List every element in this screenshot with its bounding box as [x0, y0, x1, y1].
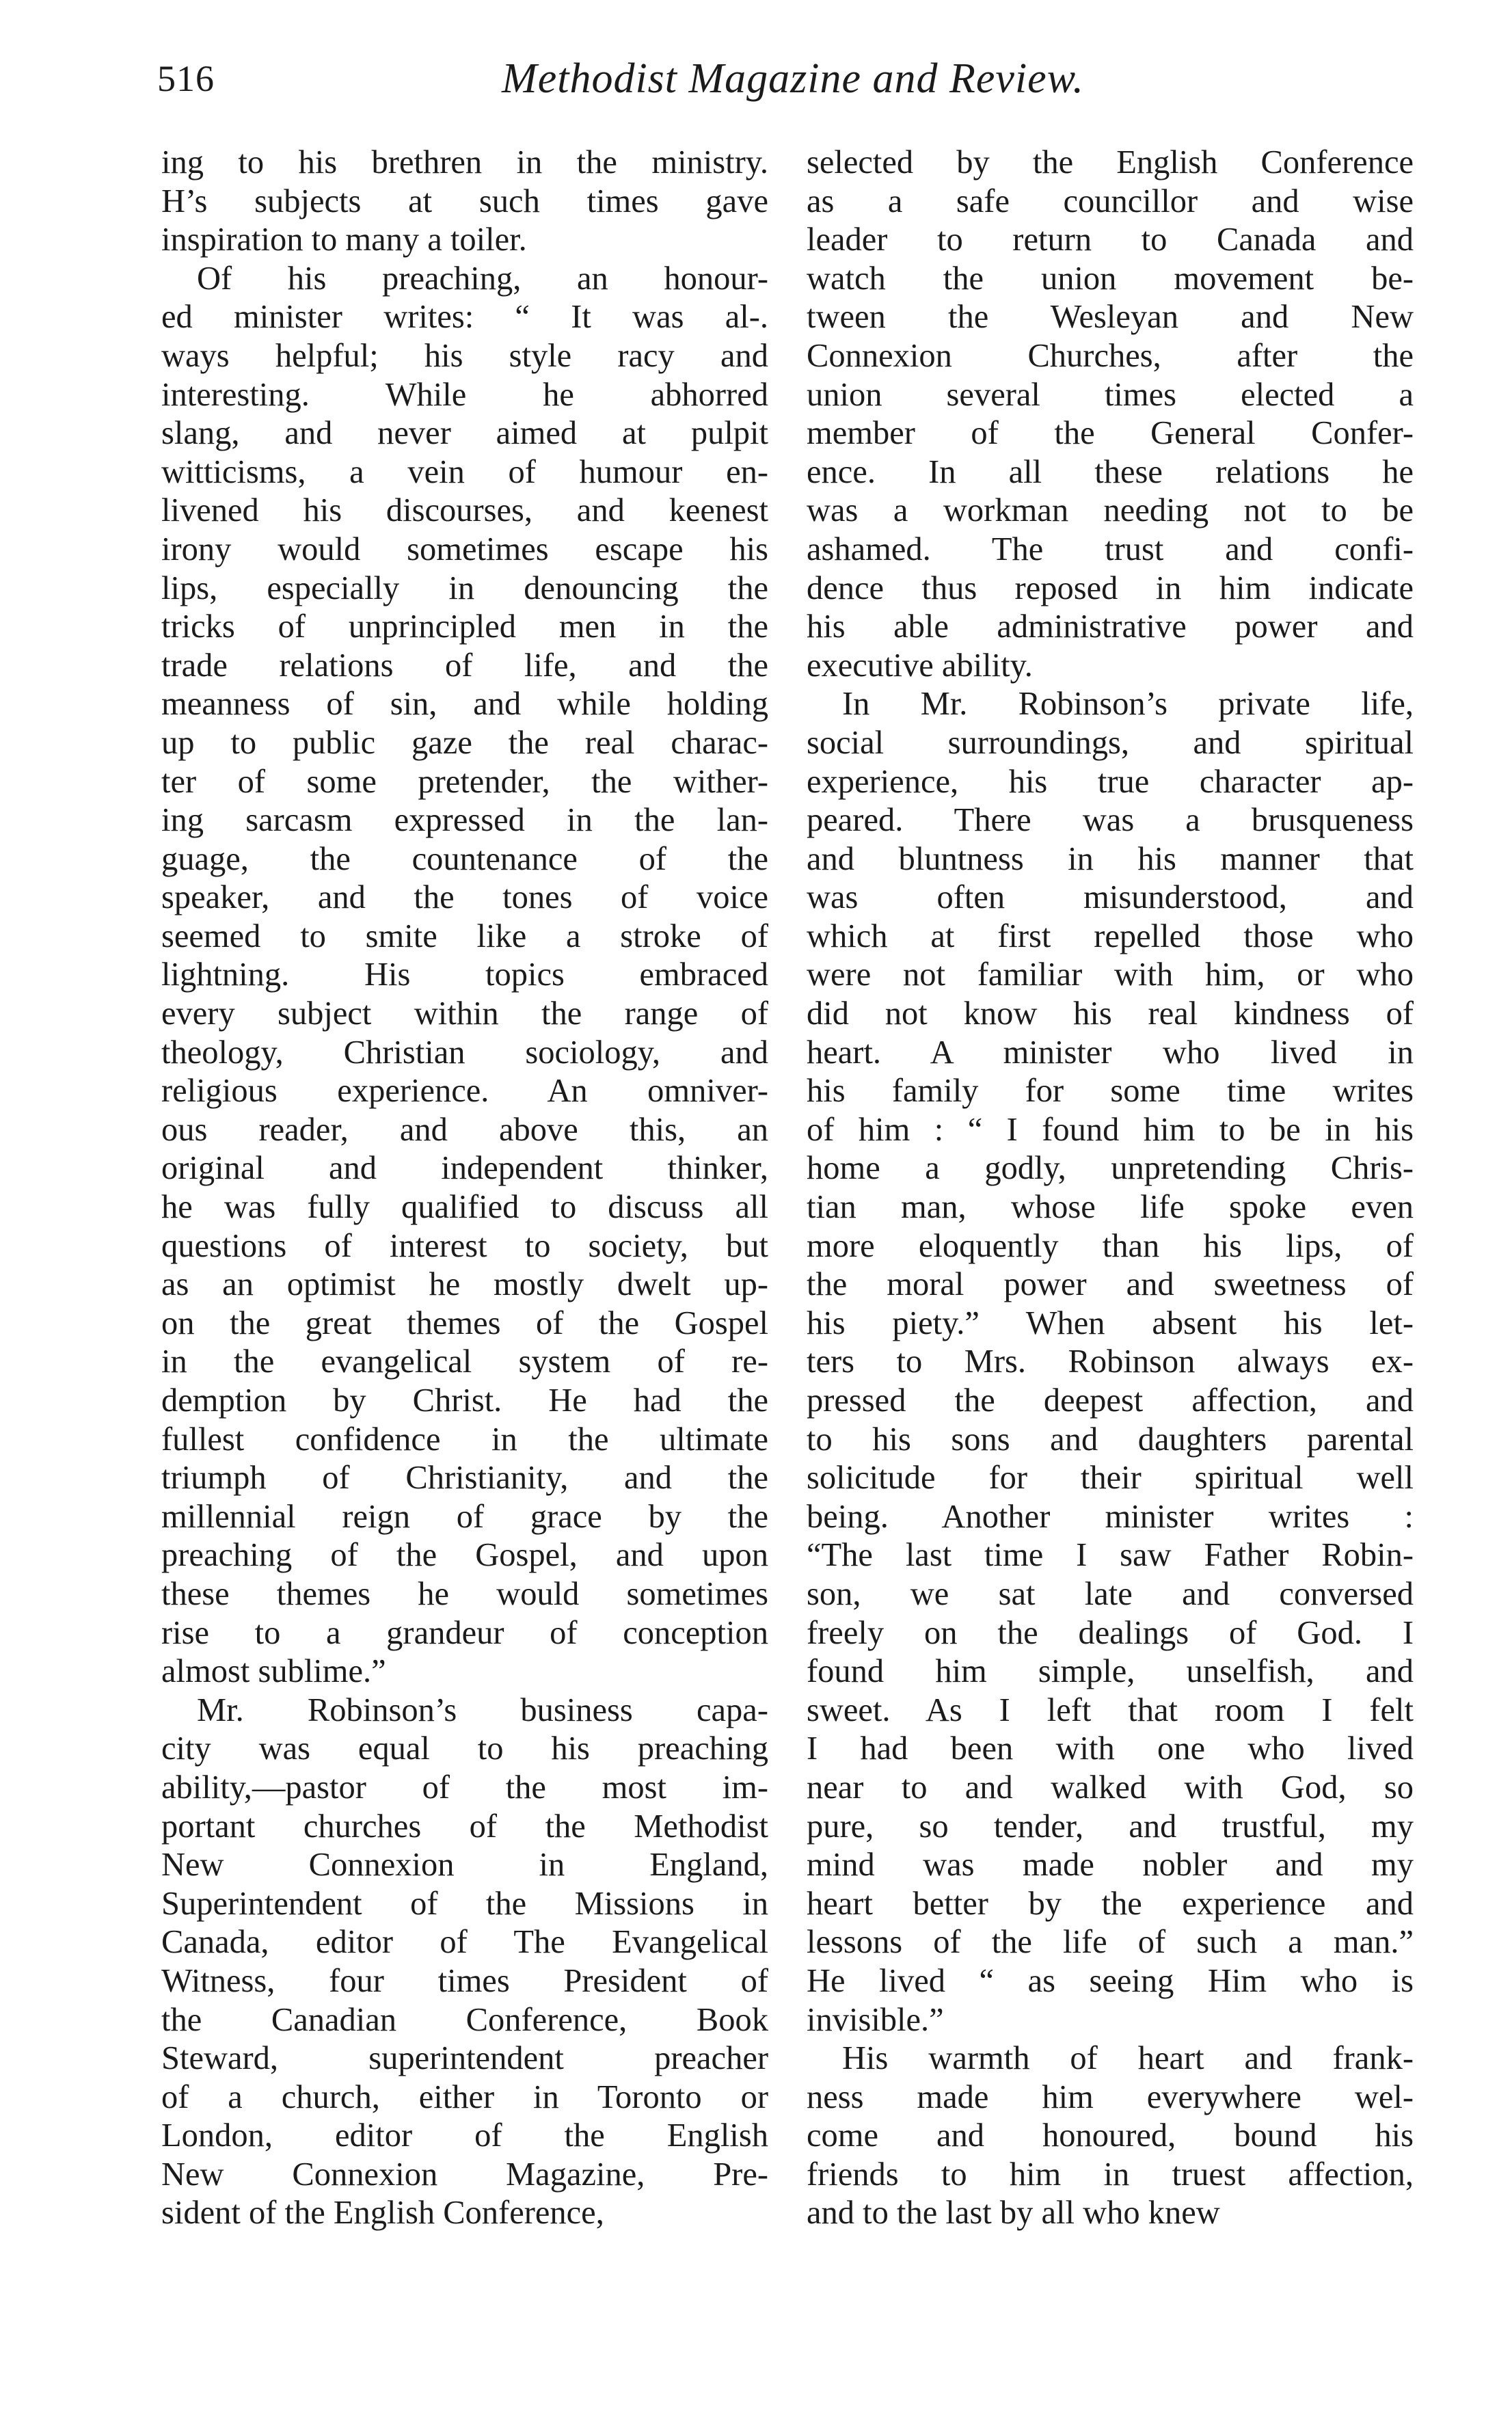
text-line: city was equal to his preaching [161, 1730, 768, 1767]
text-line: and to the last by all who knew [807, 2195, 1220, 2232]
text-line: speaker, and the tones of voice [161, 879, 768, 916]
text-line: and bluntness in his manner that [807, 840, 1414, 877]
text-line: ways helpful; his style racy and [161, 337, 768, 374]
text-line: selected by the English Conference [807, 144, 1414, 180]
text-line: being. Another minister writes : [807, 1498, 1414, 1535]
text-line: slang, and never aimed at pulpit [161, 415, 768, 452]
text-line: of a church, either in Toronto or [161, 2078, 768, 2115]
text-line: did not know his real kindness of [807, 995, 1414, 1032]
text-line: ous reader, and above this, an [161, 1111, 768, 1148]
text-line: son, we sat late and conversed [807, 1575, 1414, 1612]
text-line: union several times elected a [807, 376, 1414, 413]
text-line: meanness of sin, and while holding [161, 686, 768, 723]
text-line: as an optimist he mostly dwelt up- [161, 1266, 768, 1303]
text-line: fullest confidence in the ultimate [161, 1421, 768, 1458]
text-line: “The last time I saw Father Robin- [807, 1537, 1414, 1574]
text-line: heart better by the experience and [807, 1885, 1414, 1922]
text-line: London, editor of the English [161, 2117, 768, 2154]
right-text-column [807, 144, 1414, 2304]
text-line: freely on the dealings of God. I [807, 1614, 1414, 1651]
text-line: In Mr. Robinson’s private life, [842, 686, 1414, 723]
text-line: every subject within the range of [161, 995, 768, 1032]
text-line: sident of the English Conference, [161, 2195, 604, 2232]
text-line: ed minister writes: “ It was al-. [161, 299, 768, 336]
text-line: witticisms, a vein of humour en- [161, 453, 768, 490]
text-line: lips, especially in denouncing the [161, 570, 768, 606]
text-line: I had been with one who lived [807, 1730, 1414, 1767]
text-line: these themes he would sometimes [161, 1575, 768, 1612]
text-line: ter of some pretender, the wither- [161, 763, 768, 800]
text-line: ashamed. The trust and confi- [807, 531, 1414, 567]
text-line: seemed to smite like a stroke of [161, 918, 768, 954]
text-line: found him simple, unselfish, and [807, 1653, 1414, 1690]
text-line: Witness, four times President of [161, 1962, 768, 1999]
text-line: social surroundings, and spiritual [807, 724, 1414, 761]
text-line: was often misunderstood, and [807, 879, 1414, 916]
text-line: executive ability. [807, 647, 1033, 684]
text-line: lessons of the life of such a man.” [807, 1924, 1414, 1961]
text-line: his piety.” When absent his let- [807, 1304, 1414, 1341]
text-line: to his sons and daughters parental [807, 1421, 1414, 1458]
text-line: ters to Mrs. Robinson always ex- [807, 1343, 1414, 1380]
journal-title: Methodist Magazine and Review. [502, 55, 1084, 102]
text-line: guage, the countenance of the [161, 840, 768, 877]
text-line: peared. There was a brusqueness [807, 802, 1414, 839]
text-line: was a workman needing not to be [807, 492, 1414, 529]
text-line: millennial reign of grace by the [161, 1498, 768, 1535]
left-text-column [161, 144, 768, 2304]
text-line: up to public gaze the real charac- [161, 724, 768, 761]
text-line: inspiration to many a toiler. [161, 222, 527, 258]
page-number: 516 [157, 58, 215, 99]
text-line: He lived “ as seeing Him who is [807, 1962, 1414, 1999]
text-line: home a godly, unpretending Chris- [807, 1150, 1414, 1187]
text-line: pressed the deepest affection, and [807, 1382, 1414, 1419]
text-line: Connexion Churches, after the [807, 337, 1414, 374]
text-line: mind was made nobler and my [807, 1847, 1414, 1884]
text-line: pure, so tender, and trustful, my [807, 1808, 1414, 1845]
text-line: in the evangelical system of re- [161, 1343, 768, 1380]
text-line: friends to him in truest affection, [807, 2156, 1414, 2193]
text-line: portant churches of the Methodist [161, 1808, 768, 1845]
text-line: come and honoured, bound his [807, 2117, 1414, 2154]
text-line: Canada, editor of The Evangelical [161, 1924, 768, 1961]
text-line: Steward, superintendent preacher [161, 2040, 768, 2077]
text-line: H’s subjects at such times gave [161, 183, 768, 219]
text-line: lightning. His topics embraced [161, 956, 768, 993]
text-line: ing to his brethren in the ministry. [161, 144, 768, 180]
text-line: heart. A minister who lived in [807, 1034, 1414, 1071]
text-line: ness made him everywhere wel- [807, 2078, 1414, 2115]
text-line: His warmth of heart and frank- [842, 2040, 1414, 2077]
text-line: livened his discourses, and keenest [161, 492, 768, 529]
text-line: solicitude for their spiritual well [807, 1460, 1414, 1497]
text-line: sweet. As I left that room I felt [807, 1691, 1414, 1728]
text-line: New Connexion Magazine, Pre- [161, 2156, 768, 2193]
text-line: almost sublime.” [161, 1653, 386, 1690]
text-line: theology, Christian sociology, and [161, 1034, 768, 1071]
text-line: religious experience. An omniver- [161, 1073, 768, 1110]
text-line: rise to a grandeur of conception [161, 1614, 768, 1651]
text-line: invisible.” [807, 2001, 944, 2038]
text-line: as a safe councillor and wise [807, 183, 1414, 219]
text-line: original and independent thinker, [161, 1150, 768, 1187]
text-line: Of his preaching, an honour- [197, 260, 768, 297]
text-line: experience, his true character ap- [807, 763, 1414, 800]
text-line: tricks of unprincipled men in the [161, 608, 768, 645]
text-line: questions of interest to society, but [161, 1227, 768, 1264]
text-line: preaching of the Gospel, and upon [161, 1537, 768, 1574]
text-line: Superintendent of the Missions in [161, 1885, 768, 1922]
text-line: ence. In all these relations he [807, 453, 1414, 490]
text-line: tween the Wesleyan and New [807, 299, 1414, 336]
text-line: his able administrative power and [807, 608, 1414, 645]
running-head [157, 48, 1408, 116]
text-line: of him : “ I found him to be in his [807, 1111, 1414, 1148]
text-line: dence thus reposed in him indicate [807, 570, 1414, 606]
text-line: the moral power and sweetness of [807, 1266, 1414, 1303]
text-line: New Connexion in England, [161, 1847, 768, 1884]
text-line: triumph of Christianity, and the [161, 1460, 768, 1497]
text-line: were not familiar with him, or who [807, 956, 1414, 993]
text-line: watch the union movement be- [807, 260, 1414, 297]
text-line: demption by Christ. He had the [161, 1382, 768, 1419]
text-line: his family for some time writes [807, 1073, 1414, 1110]
text-line: ability,—pastor of the most im- [161, 1769, 768, 1806]
text-line: leader to return to Canada and [807, 222, 1414, 258]
text-line: irony would sometimes escape his [161, 531, 768, 567]
text-line: he was fully qualified to discuss all [161, 1189, 768, 1226]
text-line: trade relations of life, and the [161, 647, 768, 684]
text-line: interesting. While he abhorred [161, 376, 768, 413]
text-line: on the great themes of the Gospel [161, 1304, 768, 1341]
text-line: the Canadian Conference, Book [161, 2001, 768, 2038]
text-line: Mr. Robinson’s business capa- [197, 1691, 768, 1728]
text-line: ing sarcasm expressed in the lan- [161, 802, 768, 839]
text-line: which at first repelled those who [807, 918, 1414, 954]
text-line: tian man, whose life spoke even [807, 1189, 1414, 1226]
text-line: near to and walked with God, so [807, 1769, 1414, 1806]
text-line: member of the General Confer- [807, 415, 1414, 452]
text-line: more eloquently than his lips, of [807, 1227, 1414, 1264]
